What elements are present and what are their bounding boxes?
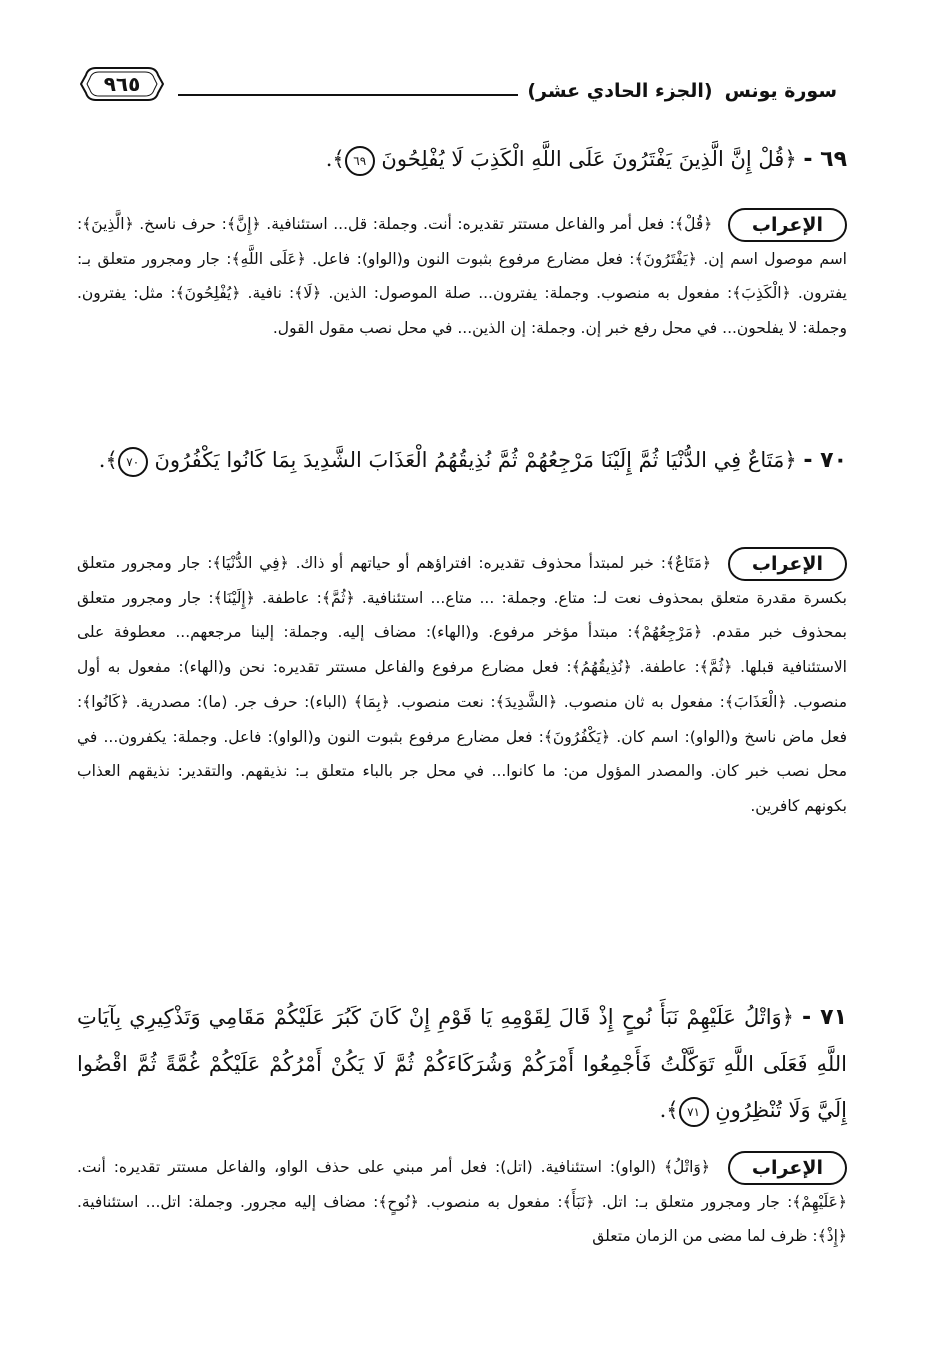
verse-69 [77, 136, 847, 183]
page-number-frame [80, 66, 164, 102]
verse-text: ﴿مَتَاعٌ فِي الدُّنْيَا ثُمَّ إِلَيْنَا مَرْجِعُهُمْ ثُمَّ نُذِيقُهُمُ الْعَذَابَ الشَّدِيدَ بِمَا كَانُوا يَكْفُرُونَ [154, 448, 797, 472]
verse-end-mark: ٧٠ [118, 447, 148, 477]
verse-text: ﴿وَاتْلُ عَلَيْهِمْ نَبَأَ نُوحٍ إِذْ قَالَ لِقَوْمِهِ يَا قَوْمِ إِنْ كَانَ كَبُرَ عَلَيْكُمْ مَقَامِي وَتَذْكِيرِي بِآيَاتِ اللَّهِ فَعَلَى اللَّهِ تَوَكَّلْتُ فَأَجْمِعُوا أَمْرَكُمْ وَشُرَكَاءَكُمْ ثُمَّ لَا يَكُنْ أَمْرُكُمْ عَلَيْكُمْ غُمَّةً ثُمَّ اقْضُوا إِلَيَّ وَلَا تُنْظِرُونِ [77, 1005, 847, 1122]
verse-end-mark: ٧١ [679, 1097, 709, 1127]
irab-block-69 [77, 207, 847, 346]
running-head [527, 80, 837, 102]
verse-number: ٦٩ - [803, 147, 847, 172]
irab-text: ﴿قُلْ﴾: فعل أمر والفاعل مستتر تقديره: أنت. وجملة: قل... استئنافية. ﴿إِنَّ﴾: حرف ناسخ. ﴿الَّذِينَ﴾: اسم موصول اسم إن. ﴿يَفْتَرُونَ﴾: فعل مضارع مرفوع بثبوت النون و(الواو): فاعل. ﴿عَلَى اللَّهِ﴾: جار ومجرور متعلق بـ: يفترون. ﴿الْكَذِبَ﴾: مفعول به منصوب. وجملة: يفترون... صلة الموصول: الذين. ﴿لَا﴾: نافية. ﴿يُفْلِحُونَ﴾: مثل: يفترون. وجملة: لا يفلحون... في محل رفع خبر إن. وجملة: إن الذين... في محل نصب مقول القول. [77, 215, 847, 338]
irab-label: الإعراب [728, 208, 847, 242]
verse-number: ٧٠ - [803, 448, 847, 473]
irab-text: ﴿مَتَاعٌ﴾: خبر لمبتدأ محذوف تقديره: افتراؤهم أو حياتهم أو ذاك. ﴿فِي الدُّنْيَا﴾: جار ومجرور متعلق بكسرة مقدرة متعلق بمحذوف نعت لـ: متاع. وجملة: ... متاع... استئنافية. ﴿ثُمَّ﴾: عاطفة. ﴿إِلَيْنَا﴾: جار ومجرور متعلق بمحذوف خبر مقدم. ﴿مَرْجِعُهُمْ﴾: مبتدأ مؤخر مرفوع. و(الهاء): مضاف إليه. وجملة: إلينا مرجعهم... معطوفة على الاستئنافية قبلها. ﴿ثُمَّ﴾: عاطفة. ﴿نُذِيقُهُمُ﴾: فعل مضارع مرفوع والفاعل مستتر تقديره: نحن و(الهاء): مفعول به أول منصوب. ﴿الْعَذَابَ﴾: مفعول به ثان منصوب. ﴿الشَّدِيدَ﴾: نعت منصوب. ﴿بِمَا﴾ (الباء): حرف جر. (ما): مصدرية. ﴿كَانُوا﴾: فعل ماض ناسخ و(الواو): اسم كان. ﴿يَكْفُرُونَ﴾: فعل مضارع مرفوع بثبوت النون و(الواو): فاعل. وجملة: يكفرون... في محل نصب خبر كان. والمصدر المؤول من: ما كانوا... في محل جر بالباء متعلق بـ: نذيقهم. والتقدير: نذيقهم العذاب بكونهم كافرين. [77, 554, 847, 815]
verse-close: ﴾. [98, 448, 118, 472]
verse-71 [77, 994, 847, 1133]
verse-70 [77, 437, 847, 484]
page-number: ٩٦٥ [103, 72, 141, 96]
irab-text: ﴿وَاتْلُ﴾ (الواو): استئنافية. (اتل): فعل أمر مبني على حذف الواو، والفاعل مستتر تقديره: أنت. ﴿عَلَيْهِمْ﴾: جار ومجرور متعلق بـ: اتل. ﴿نَبَأَ﴾: مفعول به منصوب. ﴿نُوحٍ﴾: مضاف إليه مجرور. وجملة: اتل... استئنافية. ﴿إِذْ﴾: ظرف لما مضى من الزمان متعلق [77, 1158, 847, 1246]
surah-title: سورة يونس [724, 80, 837, 102]
verse-close: ﴾. [659, 1098, 679, 1122]
verse-number: ٧١ - [802, 1005, 847, 1030]
header-rule [178, 94, 518, 96]
irab-block-71 [77, 1150, 847, 1254]
part-title: (الجزء الحادي عشر) [527, 80, 713, 102]
verse-text: ﴿قُلْ إِنَّ الَّذِينَ يَفْتَرُونَ عَلَى اللَّهِ الْكَذِبَ لَا يُفْلِحُونَ [381, 147, 797, 171]
irab-block-70 [77, 546, 847, 824]
verse-end-mark: ٦٩ [345, 146, 375, 176]
irab-label: الإعراب [728, 547, 847, 581]
irab-label: الإعراب [728, 1151, 847, 1185]
verse-close: ﴾. [325, 147, 345, 171]
